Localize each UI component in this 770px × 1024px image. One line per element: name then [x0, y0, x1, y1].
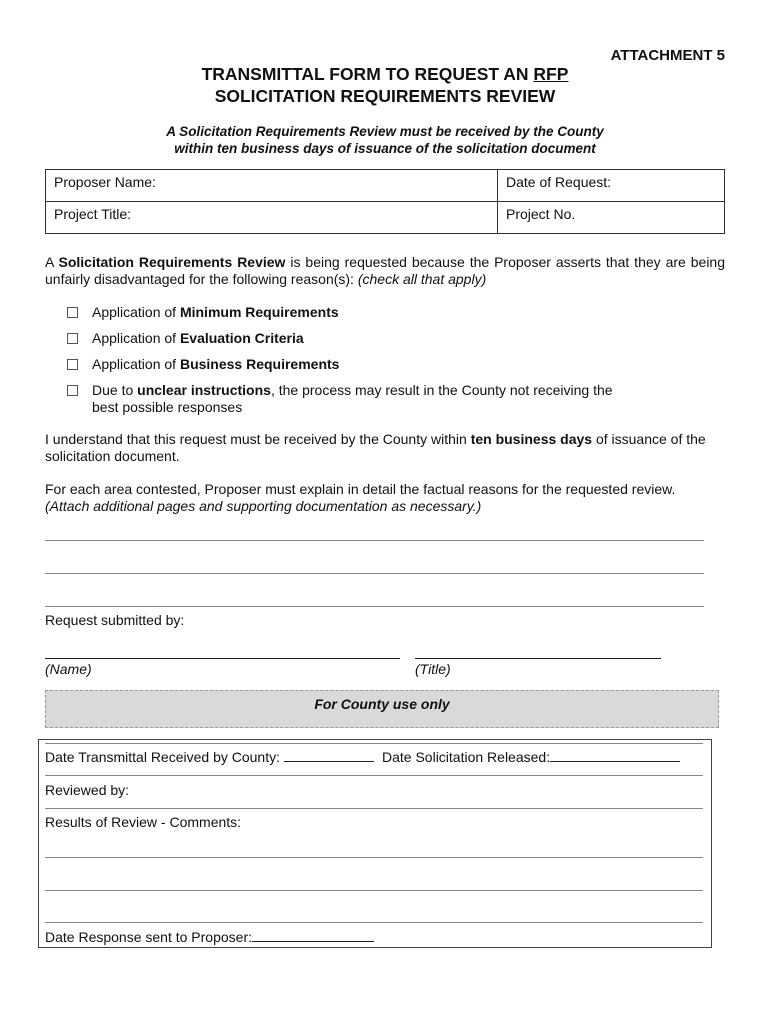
comments-line[interactable] [45, 857, 703, 858]
reasons-intro-line1: A Solicitation Requirements Review is being requested because the Proposer asserts that they are being [45, 254, 726, 270]
form-subtitle-line2: within ten business days of issuance of the solicitation document [174, 141, 596, 156]
comments-line[interactable] [45, 890, 703, 891]
request-submitted-label: Request submitted by: [45, 612, 185, 628]
form-title-line2: SOLICITATION REQUIREMENTS REVIEW [214, 86, 556, 106]
date-of-request-field[interactable]: Date of Request: [498, 170, 725, 202]
date-released-field[interactable]: Date Solicitation Released: [382, 749, 680, 765]
name-caption: (Name) [45, 661, 92, 677]
form-title-line1: TRANSMITTAL FORM TO REQUEST AN RFP [201, 64, 569, 84]
checkbox[interactable] [67, 333, 78, 344]
checkbox[interactable] [67, 359, 78, 370]
explanation-line[interactable] [45, 540, 704, 541]
contest-line2: (Attach additional pages and supporting documentation as necessary.) [45, 498, 482, 514]
proposer-info-table [45, 169, 725, 234]
project-title-field[interactable]: Project Title: [46, 202, 498, 234]
date-received-blank[interactable] [284, 749, 374, 762]
title-signature-line[interactable] [415, 658, 661, 659]
contest-line1: For each area contested, Proposer must explain in detail the factual reasons for the requested review. [45, 481, 676, 497]
checkbox[interactable] [67, 307, 78, 318]
date-released-blank[interactable] [550, 749, 680, 762]
explanation-line[interactable] [45, 606, 704, 607]
rfp-text: RFP [533, 64, 569, 84]
county-rule [45, 743, 703, 744]
attachment-label: ATTACHMENT 5 [610, 47, 725, 64]
reasons-intro-line2: unfairly disadvantaged for the following reason(s): (check all that apply) [45, 271, 487, 287]
reviewed-by-field[interactable]: Reviewed by: [45, 782, 130, 798]
reason-evaluation-criteria[interactable]: Application of Evaluation Criteria [67, 330, 304, 347]
title-caption: (Title) [415, 661, 451, 677]
comments-line[interactable] [45, 922, 703, 923]
date-response-blank[interactable] [252, 929, 374, 942]
date-response-field[interactable]: Date Response sent to Proposer: [45, 929, 374, 945]
county-use-banner: For County use only [45, 690, 719, 728]
understand-line2: solicitation document. [45, 448, 180, 464]
reason-unclear-instructions[interactable]: Due to unclear instructions, the process may result in the County not receiving the best possible responses [67, 382, 613, 416]
explanation-line[interactable] [45, 573, 704, 574]
reason-business-requirements[interactable]: Application of Business Requirements [67, 356, 339, 373]
form-subtitle-line1: A Solicitation Requirements Review must be received by the County [166, 124, 604, 139]
understand-line1: I understand that this request must be received by the County within ten business days of issuance of the [45, 431, 706, 447]
reason-minimum-requirements[interactable]: Application of Minimum Requirements [67, 304, 339, 321]
county-rule [45, 775, 703, 776]
date-received-field[interactable]: Date Transmittal Received by County: [45, 749, 374, 765]
name-signature-line[interactable] [45, 658, 400, 659]
checkbox[interactable] [67, 385, 78, 396]
project-no-field[interactable]: Project No. [498, 202, 725, 234]
county-section-box [38, 739, 712, 948]
county-rule [45, 808, 703, 809]
results-comments-field[interactable]: Results of Review - Comments: [45, 814, 242, 830]
proposer-name-field[interactable]: Proposer Name: [46, 170, 498, 202]
